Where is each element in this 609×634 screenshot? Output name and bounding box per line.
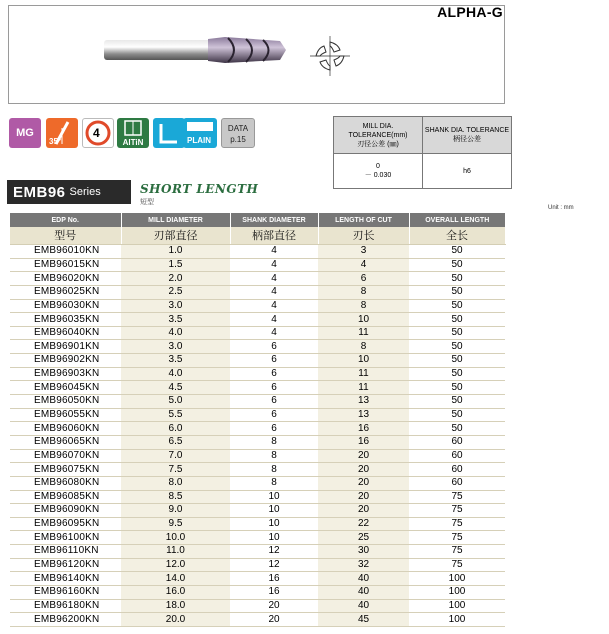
overall-length-cell: 100	[409, 613, 505, 627]
edp-cell: EMB96025KN	[10, 285, 121, 299]
shank-diameter-cell: 10	[230, 490, 318, 504]
length-of-cut-cell: 20	[318, 504, 409, 518]
overall-length-cell: 60	[409, 463, 505, 477]
table-row	[10, 463, 505, 477]
length-of-cut-cell: 20	[318, 463, 409, 477]
length-of-cut-cell: 40	[318, 586, 409, 600]
length-of-cut-cell: 13	[318, 408, 409, 422]
overall-length-cell: 75	[409, 545, 505, 559]
coating-label: AlTiN	[122, 138, 144, 147]
table-row	[10, 613, 505, 627]
edp-cell: EMB96140KN	[10, 572, 121, 586]
shank-diameter-cell: 6	[230, 381, 318, 395]
table-row	[10, 490, 505, 504]
table-row	[10, 285, 505, 299]
mill-diameter-cell: 3.5	[121, 313, 230, 327]
shank-diameter-cell: 4	[230, 285, 318, 299]
length-of-cut-cell: 20	[318, 476, 409, 490]
mill-diameter-cell: 6.0	[121, 422, 230, 436]
shank-diameter-cell: 4	[230, 272, 318, 286]
header-overall-length: OVERALL LENGTH	[409, 213, 505, 227]
edp-cell: EMB96010KN	[10, 245, 121, 259]
unit-label: Unit : mm	[548, 205, 574, 211]
length-of-cut-cell: 11	[318, 381, 409, 395]
table-row	[10, 572, 505, 586]
overall-length-cell: 100	[409, 586, 505, 600]
length-of-cut-cell: 8	[318, 285, 409, 299]
shank-diameter-cell: 16	[230, 586, 318, 600]
table-row	[10, 449, 505, 463]
overall-length-cell: 50	[409, 408, 505, 422]
overall-length-cell: 100	[409, 599, 505, 613]
table-row	[10, 422, 505, 436]
overall-length-cell: 50	[409, 354, 505, 368]
mill-diameter-cell: 1.5	[121, 258, 230, 272]
edp-cell: EMB96055KN	[10, 408, 121, 422]
length-of-cut-cell: 25	[318, 531, 409, 545]
mill-diameter-cell: 4.5	[121, 381, 230, 395]
mill-diameter-cell: 10.0	[121, 531, 230, 545]
length-of-cut-cell: 16	[318, 422, 409, 436]
table-row	[10, 476, 505, 490]
shank-diameter-cell: 4	[230, 326, 318, 340]
shank-diameter-cell: 10	[230, 517, 318, 531]
overall-length-cell: 50	[409, 245, 505, 259]
table-row	[10, 586, 505, 600]
shank-diameter-cell: 12	[230, 558, 318, 572]
length-of-cut-cell: 40	[318, 572, 409, 586]
shank-diameter-cell: 6	[230, 340, 318, 354]
shank-diameter-cell: 4	[230, 258, 318, 272]
edp-cell: EMB96020KN	[10, 272, 121, 286]
edp-cell: EMB96902KN	[10, 354, 121, 368]
overall-length-cell: 50	[409, 395, 505, 409]
overall-length-cell: 50	[409, 422, 505, 436]
series-banner	[7, 180, 131, 204]
material-mg-icon: MG	[9, 118, 41, 148]
shank-diameter-cell: 6	[230, 408, 318, 422]
helix-angle-icon	[46, 118, 78, 148]
subheader-overall-length: 全长	[409, 227, 505, 245]
mill-diameter-cell: 16.0	[121, 586, 230, 600]
overall-length-cell: 50	[409, 367, 505, 381]
table-row	[10, 354, 505, 368]
shank-diameter-cell: 4	[230, 299, 318, 313]
length-of-cut-cell: 8	[318, 340, 409, 354]
length-of-cut-cell: 32	[318, 558, 409, 572]
table-row	[10, 381, 505, 395]
edp-cell: EMB96200KN	[10, 613, 121, 627]
subheader-shank-diameter: 柄部直径	[230, 227, 318, 245]
shank-diameter-cell: 8	[230, 476, 318, 490]
table-row	[10, 299, 505, 313]
edp-cell: EMB96120KN	[10, 558, 121, 572]
end-mill-image	[100, 30, 290, 72]
length-of-cut-cell: 6	[318, 272, 409, 286]
mill-diameter-cell: 2.0	[121, 272, 230, 286]
shank-diameter-cell: 20	[230, 613, 318, 627]
table-row	[10, 517, 505, 531]
overall-length-cell: 100	[409, 572, 505, 586]
mill-diameter-cell: 4.0	[121, 326, 230, 340]
tolerance-table	[333, 116, 512, 189]
mill-diameter-cell: 9.0	[121, 504, 230, 518]
overall-length-cell: 75	[409, 504, 505, 518]
overall-length-cell: 60	[409, 449, 505, 463]
table-row	[10, 599, 505, 613]
mill-diameter-cell: 3.5	[121, 354, 230, 368]
series-name: EMB96	[13, 183, 66, 201]
header-length-of-cut: LENGTH OF CUT	[318, 213, 409, 227]
mill-diameter-cell: 4.0	[121, 367, 230, 381]
overall-length-cell: 60	[409, 435, 505, 449]
overall-length-cell: 50	[409, 272, 505, 286]
corner-type-icon	[153, 118, 185, 148]
overall-length-cell: 75	[409, 517, 505, 531]
flute-count-icon	[82, 118, 114, 148]
overall-length-cell: 75	[409, 531, 505, 545]
subheader-mill-diameter: 刃部直径	[121, 227, 230, 245]
length-of-cut-cell: 16	[318, 435, 409, 449]
mill-diameter-cell: 3.0	[121, 340, 230, 354]
cross-section-icon	[310, 36, 350, 76]
overall-length-cell: 50	[409, 258, 505, 272]
shank-tolerance-value: h6	[423, 154, 512, 189]
table-row	[10, 395, 505, 409]
overall-length-cell: 60	[409, 476, 505, 490]
data-reference-badge	[221, 118, 255, 148]
edp-cell: EMB96050KN	[10, 395, 121, 409]
series-title: SHORT LENGTH	[140, 182, 259, 196]
edp-cell: EMB96040KN	[10, 326, 121, 340]
edp-cell: EMB96901KN	[10, 340, 121, 354]
edp-cell: EMB96180KN	[10, 599, 121, 613]
mill-diameter-cell: 5.5	[121, 408, 230, 422]
overall-length-cell: 75	[409, 558, 505, 572]
shank-diameter-cell: 8	[230, 435, 318, 449]
header-shank-diameter: SHANK DIAMETER	[230, 213, 318, 227]
table-row	[10, 313, 505, 327]
shank-diameter-cell: 8	[230, 449, 318, 463]
shank-diameter-cell: 6	[230, 422, 318, 436]
length-of-cut-cell: 3	[318, 245, 409, 259]
mill-diameter-cell: 20.0	[121, 613, 230, 627]
specification-table	[10, 213, 506, 627]
data-label: DATA	[227, 124, 249, 133]
shank-diameter-cell: 16	[230, 572, 318, 586]
edp-cell: EMB96045KN	[10, 381, 121, 395]
length-of-cut-cell: 20	[318, 449, 409, 463]
length-of-cut-cell: 45	[318, 613, 409, 627]
edp-cell: EMB96080KN	[10, 476, 121, 490]
shank-diameter-cell: 4	[230, 313, 318, 327]
table-row	[10, 245, 505, 259]
edp-cell: EMB96015KN	[10, 258, 121, 272]
mill-diameter-cell: 7.0	[121, 449, 230, 463]
mill-diameter-cell: 1.0	[121, 245, 230, 259]
overall-length-cell: 50	[409, 299, 505, 313]
subheader-length-of-cut: 刃长	[318, 227, 409, 245]
length-of-cut-cell: 20	[318, 490, 409, 504]
table-row	[10, 504, 505, 518]
series-word: Series	[69, 186, 101, 198]
shank-diameter-cell: 12	[230, 545, 318, 559]
mill-tolerance-value: 0 － 0.030	[334, 154, 423, 189]
length-of-cut-cell: 10	[318, 313, 409, 327]
mill-diameter-cell: 9.5	[121, 517, 230, 531]
table-row	[10, 531, 505, 545]
subheader-model: 型号	[10, 227, 121, 245]
length-of-cut-cell: 10	[318, 354, 409, 368]
table-row	[10, 326, 505, 340]
length-of-cut-cell: 4	[318, 258, 409, 272]
mill-diameter-cell: 8.5	[121, 490, 230, 504]
edp-cell: EMB96100KN	[10, 531, 121, 545]
shank-diameter-cell: 4	[230, 245, 318, 259]
overall-length-cell: 50	[409, 326, 505, 340]
mill-diameter-cell: 2.5	[121, 285, 230, 299]
header-mill-diameter: MILL DIAMETER	[121, 213, 230, 227]
shank-diameter-cell: 6	[230, 354, 318, 368]
overall-length-cell: 50	[409, 340, 505, 354]
edp-cell: EMB96065KN	[10, 435, 121, 449]
mill-diameter-cell: 3.0	[121, 299, 230, 313]
brand-label: ALPHA-G	[437, 4, 503, 20]
length-of-cut-cell: 11	[318, 326, 409, 340]
length-of-cut-cell: 22	[318, 517, 409, 531]
edp-cell: EMB96075KN	[10, 463, 121, 477]
overall-length-cell: 50	[409, 313, 505, 327]
length-of-cut-cell: 13	[318, 395, 409, 409]
data-page-label: p.15	[230, 135, 246, 144]
length-of-cut-cell: 11	[318, 367, 409, 381]
edp-cell: EMB96085KN	[10, 490, 121, 504]
shank-diameter-cell: 10	[230, 504, 318, 518]
table-row	[10, 367, 505, 381]
shank-diameter-cell: 10	[230, 531, 318, 545]
edp-cell: EMB96110KN	[10, 545, 121, 559]
shank-diameter-cell: 20	[230, 599, 318, 613]
length-of-cut-cell: 8	[318, 299, 409, 313]
table-row	[10, 340, 505, 354]
mill-diameter-cell: 18.0	[121, 599, 230, 613]
table-row	[10, 408, 505, 422]
header-edp: EDP No.	[10, 213, 121, 227]
shank-diameter-cell: 8	[230, 463, 318, 477]
shank-tolerance-header: SHANK DIA. TOLERANCE 柄径公差	[423, 117, 512, 154]
shank-diameter-cell: 6	[230, 367, 318, 381]
edp-cell: EMB96030KN	[10, 299, 121, 313]
mill-diameter-cell: 8.0	[121, 476, 230, 490]
overall-length-cell: 50	[409, 285, 505, 299]
length-of-cut-cell: 30	[318, 545, 409, 559]
mill-diameter-cell: 7.5	[121, 463, 230, 477]
edp-cell: EMB96160KN	[10, 586, 121, 600]
mill-diameter-cell: 14.0	[121, 572, 230, 586]
overall-length-cell: 75	[409, 490, 505, 504]
edp-cell: EMB96090KN	[10, 504, 121, 518]
shank-diameter-cell: 6	[230, 395, 318, 409]
length-of-cut-cell: 40	[318, 599, 409, 613]
mill-diameter-cell: 12.0	[121, 558, 230, 572]
mill-tolerance-header: MILL DIA. TOLERANCE(mm) 刃径公差 (㎜)	[334, 117, 423, 154]
edp-cell: EMB96060KN	[10, 422, 121, 436]
table-row	[10, 545, 505, 559]
edp-cell: EMB96095KN	[10, 517, 121, 531]
table-header-row	[10, 213, 505, 227]
mill-diameter-cell: 5.0	[121, 395, 230, 409]
table-row	[10, 272, 505, 286]
table-row	[10, 435, 505, 449]
mill-diameter-cell: 11.0	[121, 545, 230, 559]
edp-cell: EMB96035KN	[10, 313, 121, 327]
edp-cell: EMB96070KN	[10, 449, 121, 463]
flute-count-label: 4	[93, 126, 100, 140]
edp-cell: EMB96903KN	[10, 367, 121, 381]
shank-plain-label: PLAIN	[187, 136, 211, 145]
helix-angle-label: 35°	[49, 137, 62, 146]
table-subheader-row	[10, 227, 505, 245]
series-subtitle: 短型	[140, 199, 154, 206]
overall-length-cell: 50	[409, 381, 505, 395]
mill-diameter-cell: 6.5	[121, 435, 230, 449]
table-row	[10, 258, 505, 272]
table-row	[10, 558, 505, 572]
